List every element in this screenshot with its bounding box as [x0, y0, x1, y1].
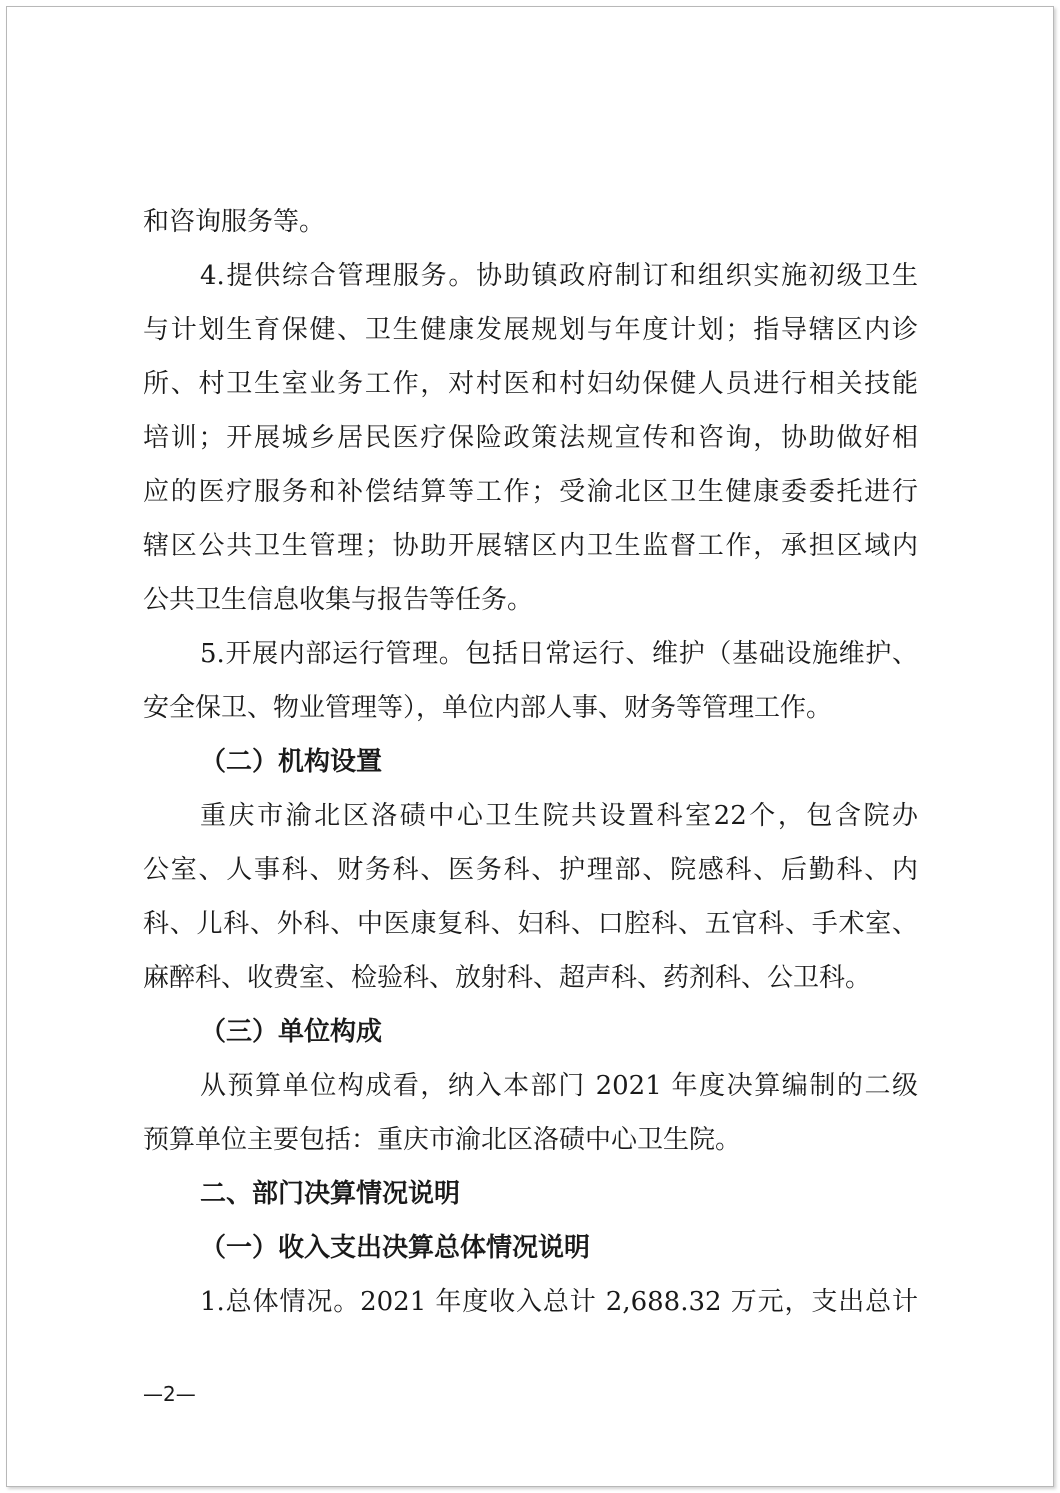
paragraph-line: 预算单位主要包括：重庆市渝北区洛碛中心卫生院。 — [143, 1125, 742, 1155]
paragraph-line: 应的医疗服务和补偿结算等工作；受渝北区卫生健康委委托进行 — [143, 477, 918, 507]
paragraph-line: 科、儿科、外科、中医康复科、妇科、口腔科、五官科、手术室、 — [143, 909, 918, 939]
paragraph-line: 公室、人事科、财务科、医务科、护理部、院感科、后勤科、内 — [143, 855, 918, 885]
paragraph-line: 麻醉科、收费室、检验科、放射科、超声科、药剂科、公卫科。 — [143, 963, 872, 993]
chapter-heading: 二、部门决算情况说明 — [200, 1179, 461, 1209]
paragraph-line: 辖区公共卫生管理；协助开展辖区内卫生监督工作，承担区域内 — [143, 531, 918, 561]
section-heading: （三）单位构成 — [200, 1017, 383, 1047]
paragraph-line: 所、村卫生室业务工作，对村医和村妇幼保健人员进行相关技能 — [143, 369, 918, 399]
paragraph-line: 5.开展内部运行管理。包括日常运行、维护（基础设施维护、 — [200, 639, 918, 669]
paragraph-line: 与计划生育保健、卫生健康发展规划与年度计划；指导辖区内诊 — [143, 315, 918, 345]
paragraph-line: 安全保卫、物业管理等），单位内部人事、财务等管理工作。 — [143, 693, 833, 723]
paragraph-line: 公共卫生信息收集与报告等任务。 — [143, 585, 534, 615]
page-number: —2— — [143, 1382, 196, 1406]
section-heading: （二）机构设置 — [200, 747, 383, 777]
section-heading: （一）收入支出决算总体情况说明 — [200, 1233, 591, 1263]
paragraph-line: 和咨询服务等。 — [143, 207, 326, 237]
paragraph-line: 4.提供综合管理服务。协助镇政府制订和组织实施初级卫生 — [200, 261, 918, 291]
paragraph-line: 培训；开展城乡居民医疗保险政策法规宣传和咨询，协助做好相 — [143, 423, 918, 453]
paragraph-line: 1.总体情况。2021 年度收入总计 2,688.32 万元，支出总计 — [200, 1287, 918, 1317]
paragraph-line: 从预算单位构成看，纳入本部门 2021 年度决算编制的二级 — [200, 1071, 918, 1101]
paragraph-line: 重庆市渝北区洛碛中心卫生院共设置科室22个，包含院办 — [200, 801, 918, 831]
